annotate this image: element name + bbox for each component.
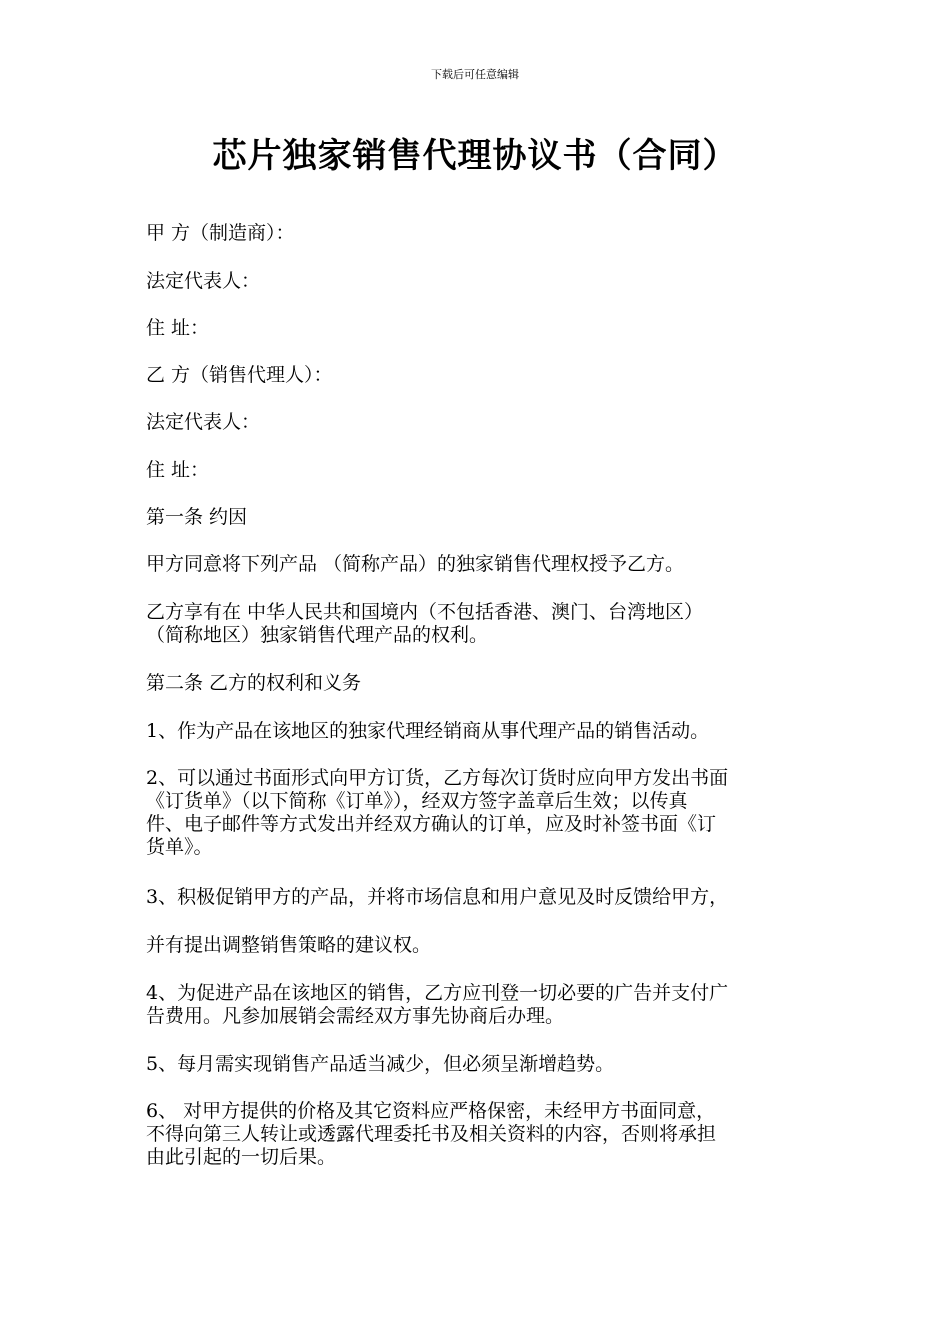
article2-item2-line4: 货单》。 xyxy=(146,836,213,858)
party-b-label: 乙 方（销售代理人）： xyxy=(146,364,333,386)
article2-item4 xyxy=(146,982,806,1028)
article2-item2-line1: 2、可以通过书面形式向甲方订货，乙方每次订货时应向甲方发出书面 xyxy=(146,767,729,789)
article2-item3-line1: 3、积极促销甲方的产品，并将市场信息和用户意见及时反馈给甲方， xyxy=(146,886,729,908)
article1-paragraph2-line1: 乙方享有在 中华人民共和国境内（不包括香港、澳门、台湾地区） xyxy=(146,601,704,623)
article2-item3-line2: 并有提出调整销售策略的建议权。 xyxy=(146,934,432,956)
article2-item6-line3: 由此引起的一切后果。 xyxy=(146,1146,337,1168)
article2-heading: 第二条 乙方的权利和义务 xyxy=(146,672,362,694)
party-b-rep: 法定代表人： xyxy=(146,411,261,433)
party-a-rep: 法定代表人： xyxy=(146,270,261,292)
document-title: 芯片独家销售代理协议书（合同） xyxy=(212,136,738,176)
party-a-label: 甲 方（制造商）： xyxy=(146,222,295,244)
article2-item4-line2: 告费用。凡参加展销会需经双方事先协商后办理。 xyxy=(146,1005,565,1027)
article2-item6-line1: 6、 对甲方提供的价格及其它资料应严格保密，未经甲方书面同意， xyxy=(146,1100,716,1122)
article1-paragraph2-line2: （简称地区）独家销售代理产品的权利。 xyxy=(146,624,489,646)
article1-paragraph2 xyxy=(146,601,806,647)
article1-heading: 第一条 约因 xyxy=(146,506,248,528)
article2-item2-line3: 件、电子邮件等方式发出并经双方确认的订单，应及时补签书面《订 xyxy=(146,813,717,835)
party-a-address: 住 址： xyxy=(146,317,210,339)
article2-item6-line2: 不得向第三人转让或透露代理委托书及相关资料的内容，否则将承担 xyxy=(146,1123,717,1145)
article2-item5: 5、每月需实现销售产品适当减少，但必须呈渐增趋势。 xyxy=(146,1053,615,1075)
article2-item6 xyxy=(146,1100,806,1169)
article2-item2 xyxy=(146,767,806,859)
party-b-address: 住 址： xyxy=(146,459,210,481)
article2-item1: 1、作为产品在该地区的独家代理经销商从事代理产品的销售活动。 xyxy=(146,720,710,742)
article2-item4-line1: 4、为促进产品在该地区的销售，乙方应刊登一切必要的广告并支付广 xyxy=(146,982,729,1004)
article2-item2-line2: 《订货单》（以下简称《订单》），经双方签字盖章后生效；以传真 xyxy=(146,790,688,812)
header-note: 下载后可任意编辑 xyxy=(431,68,519,81)
article1-paragraph1: 甲方同意将下列产品 （简称产品）的独家销售代理权授予乙方。 xyxy=(146,553,685,575)
